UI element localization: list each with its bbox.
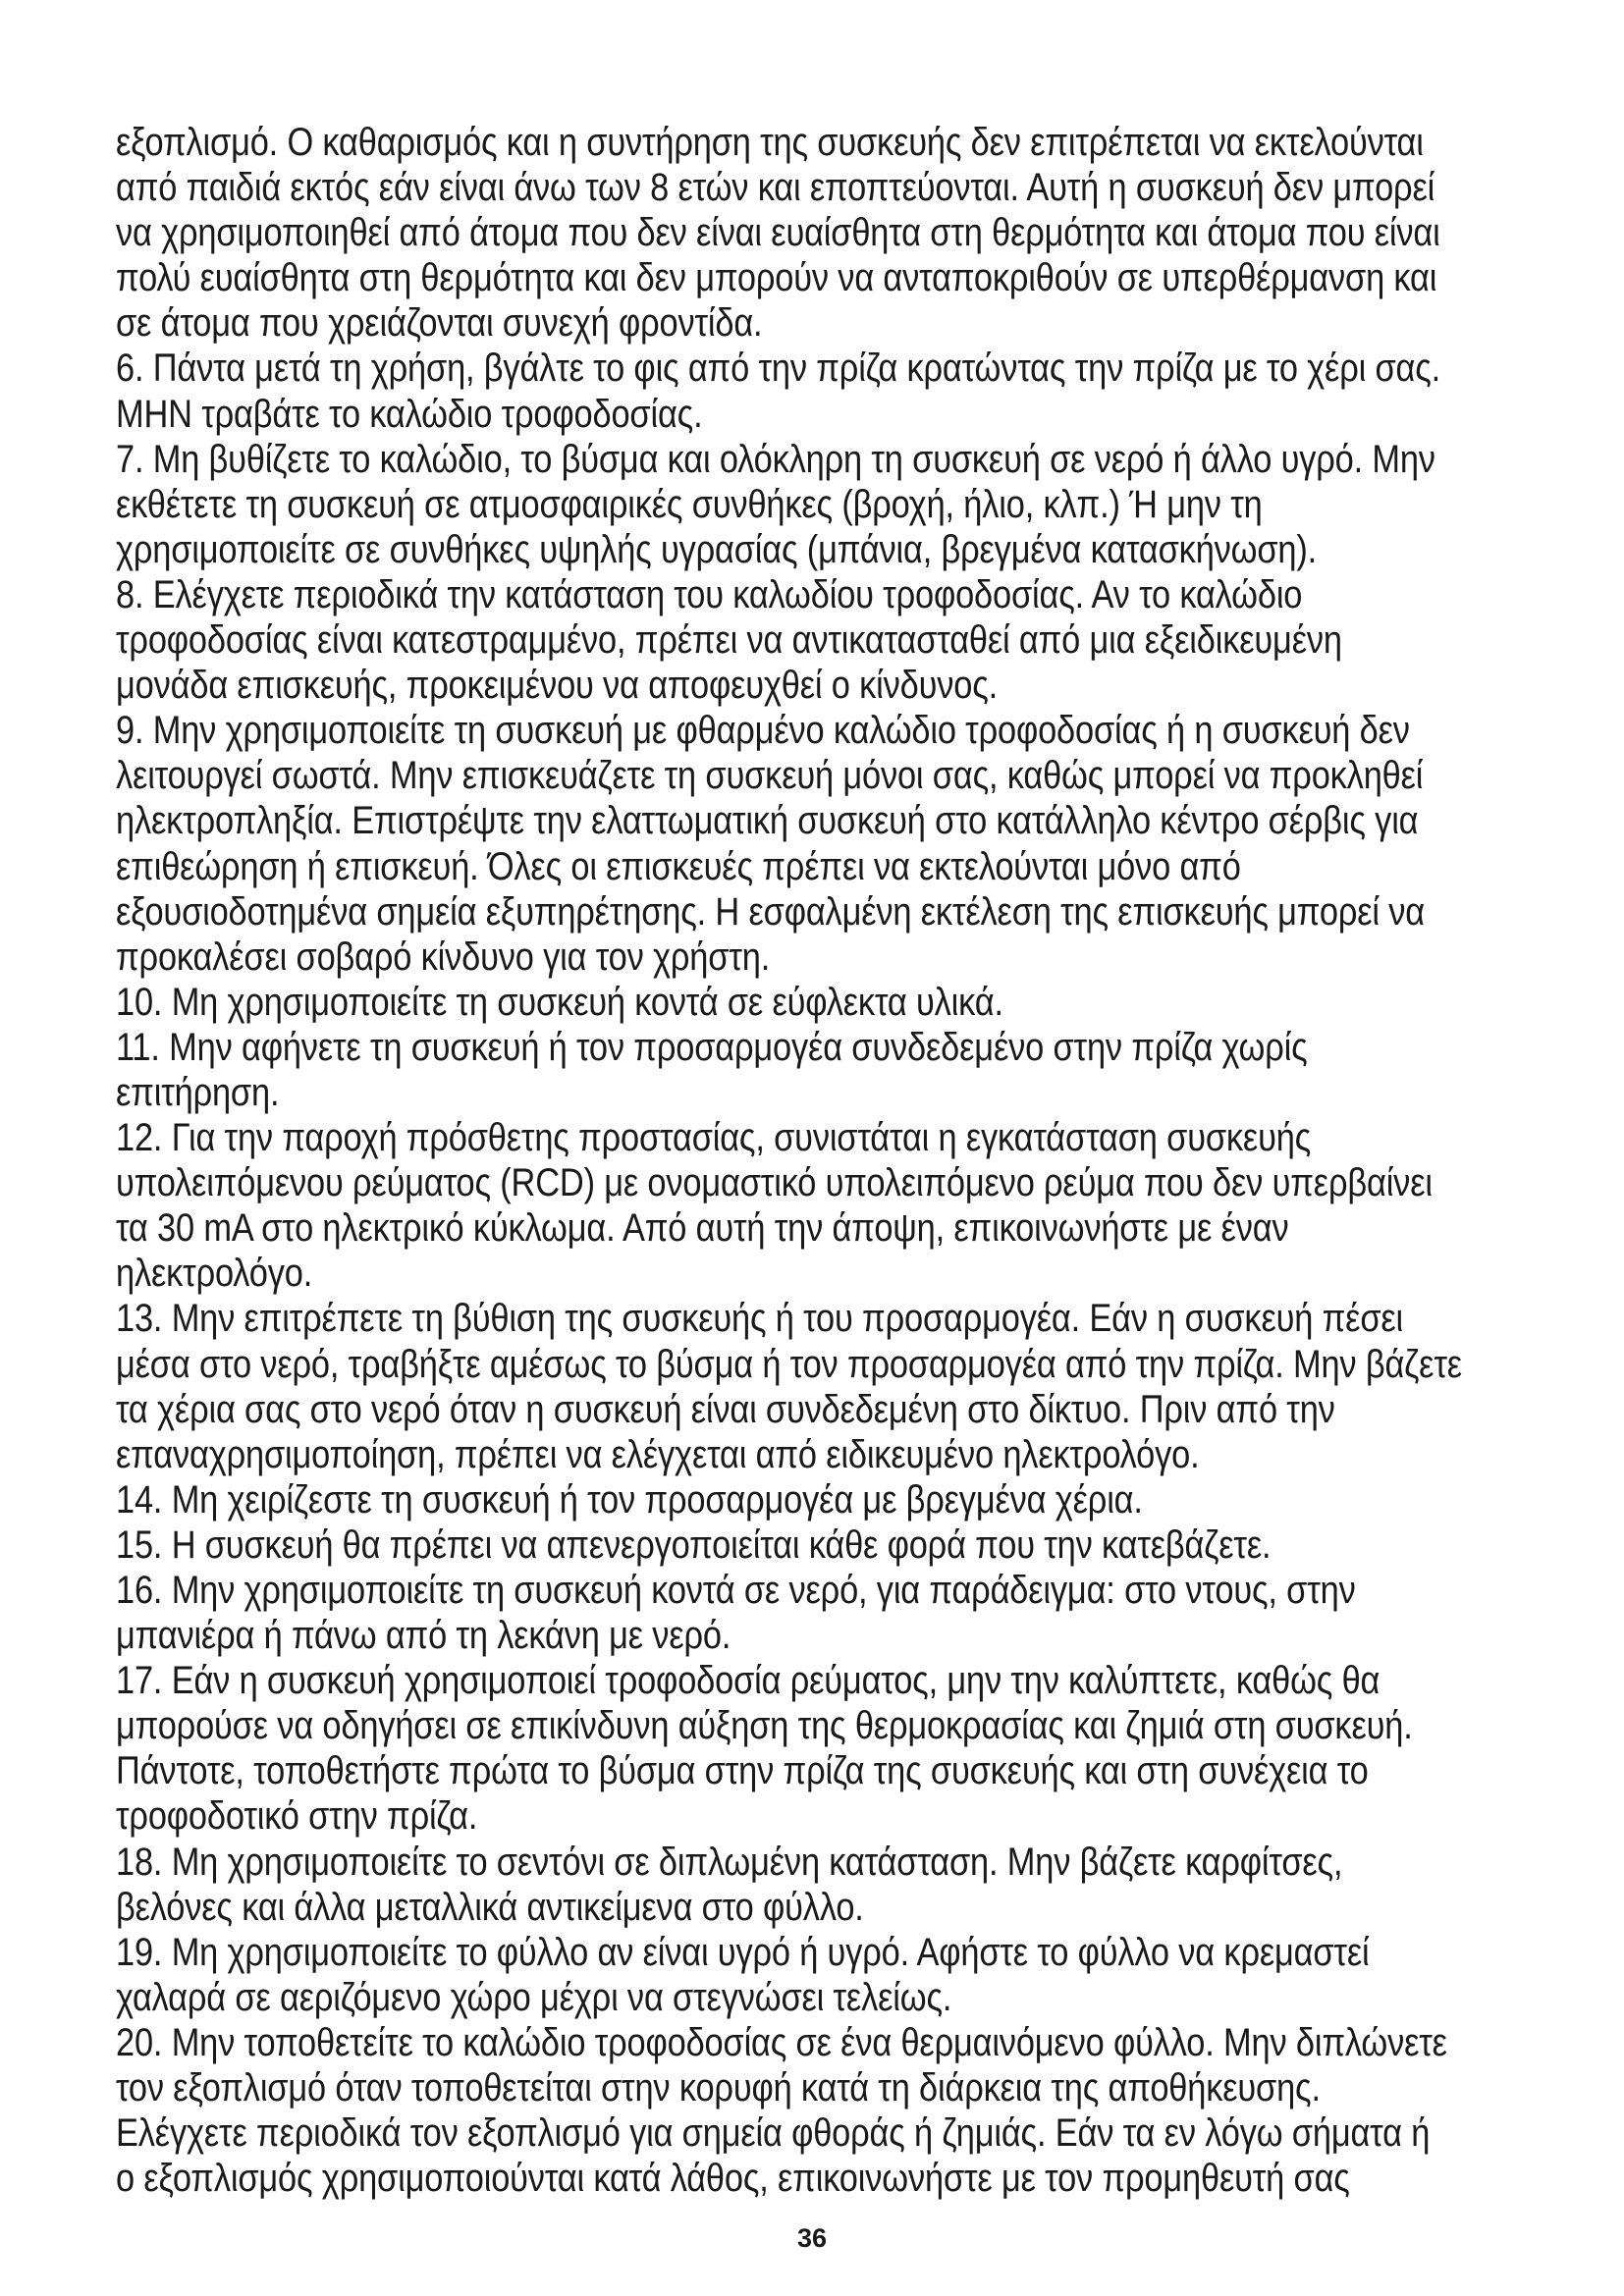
text-line: σε άτομα που χρειάζονται συνεχή φροντίδα. <box>116 301 763 346</box>
text-line: χαλαρά σε αεριζόμενο χώρο μέχρι να στεγνώσει τελείως. <box>116 1975 952 2019</box>
text-line: επιτήρηση. <box>116 1070 280 1114</box>
text-line: ο εξοπλισμός χρησιμοποιούνται κατά λάθος, επικοινωνήστε με τον προμηθευτή σας <box>116 2157 1350 2201</box>
text-line: επαναχρησιμοποίηση, πρέπει να ελέγχεται από ειδικευμένο ηλεκτρολόγο. <box>116 1432 1200 1476</box>
paragraph <box>116 1930 1610 2020</box>
text-line: βελόνες και άλλα μεταλλικά αντικείμενα στο φύλλο. <box>116 1885 864 1929</box>
text-line: να χρησιμοποιηθεί από άτομα που δεν είναι ευαίσθητα στη θερμότητα και άτομα που είναι <box>116 211 1440 255</box>
text-line: τροφοδοτικό στην πρίζα. <box>116 1794 478 1839</box>
text-line: μονάδα επισκευής, προκειμένου να αποφευχθεί ο κίνδυνος. <box>116 664 999 708</box>
paragraph <box>116 1025 1610 1115</box>
page-number: 36 <box>796 2223 828 2253</box>
text-line: τα 30 mA στο ηλεκτρικό κύκλωμα. Από αυτή την άποψη, επικοινωνήστε με έναν <box>116 1206 1289 1251</box>
paragraph <box>116 1477 1610 1522</box>
text-line: 15. Η συσκευή θα πρέπει να απενεργοποιείται κάθε φορά που την κατεβάζετε. <box>116 1522 1272 1567</box>
paragraph <box>116 980 1610 1025</box>
text-line: 9. Μην χρησιμοποιείτε τη συσκευή με φθαρμένο καλώδιο τροφοδοσίας ή η συσκευή δεν <box>116 709 1410 753</box>
text-line: μέσα στο νερό, τραβήξτε αμέσως το βύσμα ή τον προσαρμογέα από την πρίζα. Μην βάζετε <box>116 1342 1462 1386</box>
text-line: 20. Μην τοποθετείτε το καλώδιο τροφοδοσίας σε ένα θερμαινόμενο φύλλο. Μην διπλώνετε <box>116 2020 1447 2064</box>
body-text <box>116 120 1610 2201</box>
paragraph <box>116 346 1610 436</box>
text-line: 6. Πάντα μετά τη χρήση, βγάλτε το φις από την πρίζα κρατώντας την πρίζα με το χέρι σας. <box>116 347 1441 391</box>
paragraph <box>116 1658 1610 1839</box>
text-line: Ελέγχετε περιοδικά τον εξοπλισμό για σημεία φθοράς ή ζημιάς. Εάν τα εν λόγω σήματα ή <box>116 2111 1431 2156</box>
text-line: Πάντοτε, τοποθετήστε πρώτα το βύσμα στην πρίζα της συσκευής και στη συνέχεια το <box>116 1749 1369 1793</box>
paragraph <box>116 1115 1610 1296</box>
text-line: από παιδιά εκτός εάν είναι άνω των 8 ετών και εποπτεύονται. Αυτή η συσκευή δεν μπορεί <box>116 166 1435 210</box>
text-line: τον εξοπλισμό όταν τοποθετείται στην κορυφή κατά τη διάρκεια της αποθήκευσης. <box>116 2066 1321 2110</box>
text-line: 7. Μη βυθίζετε το καλώδιο, το βύσμα και ολόκληρη τη συσκευή σε νερό ή άλλο υγρό. Μην <box>116 437 1435 481</box>
text-line: τροφοδοσίας είναι κατεστραμμένο, πρέπει να αντικατασταθεί από μια εξειδικευμένη <box>116 618 1342 663</box>
text-line: 14. Μη χειρίζεστε τη συσκευή ή τον προσαρμογέα με βρεγμένα χέρια. <box>116 1477 1143 1522</box>
text-line: χρησιμοποιείτε σε συνθήκες υψηλής υγρασίας (μπάνια, βρεγμένα κατασκήνωση). <box>116 527 1318 571</box>
text-line: πολύ ευαίσθητα στη θερμότητα και δεν μπορούν να ανταποκριθούν σε υπερθέρμανση και <box>116 256 1437 300</box>
text-line: ηλεκτροπληξία. Επιστρέψτε την ελαττωματική συσκευή στο κατάλληλο κέντρο σέρβις για <box>116 799 1419 843</box>
text-line: 16. Μην χρησιμοποιείτε τη συσκευή κοντά σε νερό, για παράδειγμα: στο ντους, στην <box>116 1569 1356 1612</box>
text-line: εξουσιοδοτημένα σημεία εξυπηρέτησης. Η εσφαλμένη εκτέλεση της επισκευής μπορεί να <box>116 889 1425 934</box>
paragraph <box>116 1568 1610 1658</box>
text-line: 19. Μη χρησιμοποιείτε το φύλλο αν είναι υγρό ή υγρό. Αφήστε το φύλλο να κρεμαστεί <box>116 1930 1370 1974</box>
text-line: υπολειπόμενου ρεύματος (RCD) με ονομαστικό υπολειπόμενο ρεύμα που δεν υπερβαίνει <box>116 1161 1433 1205</box>
text-line: λειτουργεί σωστά. Μην επισκευάζετε τη συσκευή μόνοι σας, καθώς μπορεί να προκληθεί <box>116 754 1424 798</box>
paragraph <box>116 1840 1610 1930</box>
text-line: εξοπλισμό. Ο καθαρισμός και η συντήρηση της συσκευής δεν επιτρέπεται να εκτελούνται <box>116 121 1424 164</box>
text-line: 17. Εάν η συσκευή χρησιμοποιεί τροφοδοσία ρεύματος, μην την καλύπτετε, καθώς θα <box>116 1659 1380 1703</box>
text-line: 12. Για την παροχή πρόσθετης προστασίας, συνιστάται η εγκατάσταση συσκευής <box>116 1116 1312 1160</box>
paragraph <box>116 2020 1610 2201</box>
text-line: ΜΗΝ τραβάτε το καλώδιο τροφοδοσίας. <box>116 392 703 436</box>
text-line: 18. Μη χρησιμοποιείτε το σεντόνι σε διπλωμένη κατάσταση. Μην βάζετε καρφίτσες, <box>116 1840 1343 1884</box>
text-line: μπανιέρα ή πάνω από τη λεκάνη με νερό. <box>116 1614 731 1658</box>
paragraph <box>116 708 1610 980</box>
text-line: 11. Μην αφήνετε τη συσκευή ή τον προσαρμογέα συνδεδεμένο στην πρίζα χωρίς <box>116 1025 1308 1069</box>
text-line: 10. Μη χρησιμοποιείτε τη συσκευή κοντά σε εύφλεκτα υλικά. <box>116 980 1003 1024</box>
text-line: 13. Μην επιτρέπετε τη βύθιση της συσκευής ή του προσαρμογέα. Εάν η συσκευή πέσει <box>116 1297 1404 1341</box>
text-line: μπορούσε να οδηγήσει σε επικίνδυνη αύξηση της θερμοκρασίας και ζημιά στη συσκευή. <box>116 1704 1413 1748</box>
paragraph <box>116 1296 1610 1476</box>
text-line: εκθέτετε τη συσκευή σε ατμοσφαιρικές συνθήκες (βροχή, ήλιο, κλπ.) Ή μην τη <box>116 482 1263 526</box>
text-line: ηλεκτρολόγο. <box>116 1252 313 1296</box>
text-line: τα χέρια σας στο νερό όταν η συσκευή είναι συνδεδεμένη στο δίκτυο. Πριν από την <box>116 1387 1335 1431</box>
text-line: προκαλέσει σοβαρό κίνδυνο για τον χρήστη. <box>116 934 771 979</box>
paragraph <box>116 120 1610 346</box>
paragraph <box>116 1522 1610 1568</box>
text-line: επιθεώρηση ή επισκευή. Όλες οι επισκευές πρέπει να εκτελούνται μόνο από <box>116 844 1241 888</box>
paragraph <box>116 437 1610 572</box>
paragraph <box>116 572 1610 708</box>
text-line: 8. Ελέγχετε περιοδικά την κατάσταση του καλωδίου τροφοδοσίας. Αν το καλώδιο <box>116 572 1303 616</box>
